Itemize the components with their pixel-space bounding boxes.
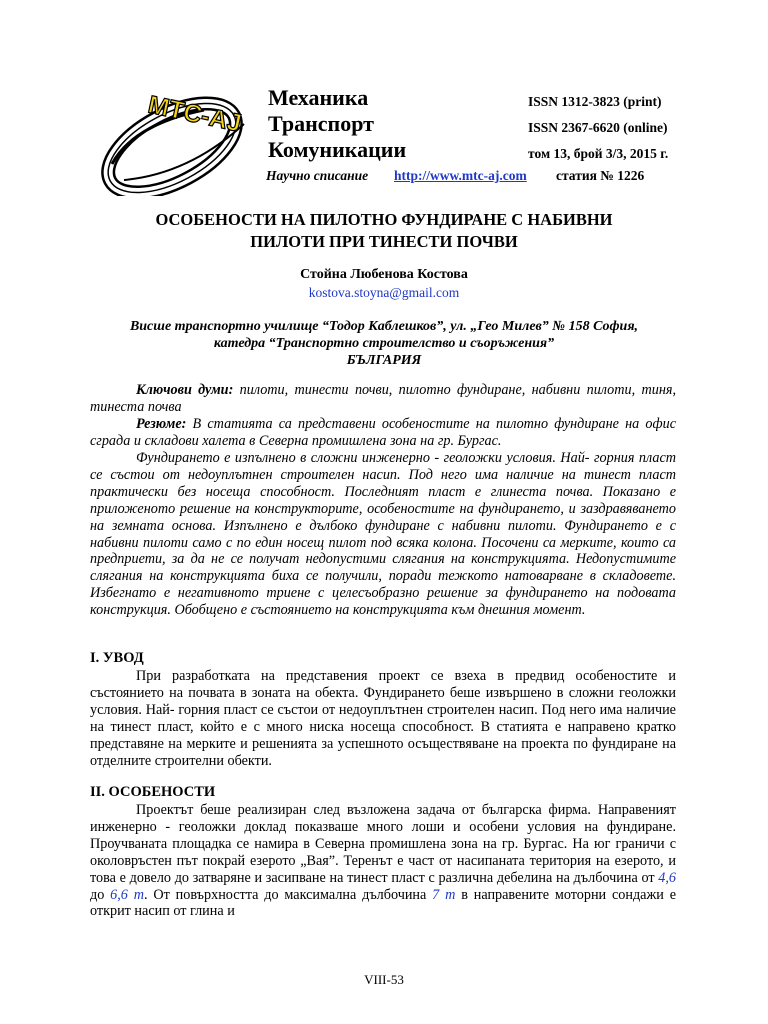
journal-type: Научно списание [266, 168, 369, 183]
keywords-text: пилоти, тинести почви, пилотно фундиране, набивни пилоти, тиня, тинеста почва [90, 382, 676, 415]
abstract-text-2: Фундирането е изпълнено в сложни инженерно - геоложки условия. Най- горния пласт се състои от недоуплътнен строителен насип. Под него има наличие на тинест пласт практически без носеща способност. Последният пласт е глинеста почва. Показано е приложеното решение на конструкторите, особеностите на фундирането, и заздравяването на земната основа. Изпълнено е дълбоко фундиране с набивни пилоти. Фундирането е с набивни пилоти само с по един носещ пилот под всяка колона. Посочени са мерките, които са предприети, за да не се получат недопустими слягания на конструкцията. Недопустимите слягания на конструкцията биха се получили, поради тежкото натоварване в складовете. Избегнато е негативното триене с целесъобразно решение за фундирането на подовата конструкция. Обобщено е състоянието на конструкцията към днешния момент. [90, 450, 676, 619]
abstract-label: Резюме: [136, 416, 187, 432]
section-2-text [90, 802, 676, 920]
depth-max: 7 m [432, 886, 456, 903]
depth-and: до [90, 886, 105, 903]
article-title-line-1: ОСОБЕНОСТИ НА ПИЛОТНО ФУНДИРАНЕ С НАБИВНИ [155, 210, 613, 229]
section-1-text: При разработката на представения проект се взеха в предвид особеностите и състоянието на почвата в зоната на обекта. Фундирането беше извършено в сложни геоложки условия. Най- горния пласт се състои от недоуплътнен строителен насип. Под него има наличие на тинест пласт, който е с много ниска носеща способност. В статията е направено кратко представяне на мерките и решенията за успешното осъществяване на проекта по фундиране на отделните строителни обекти. [90, 668, 676, 769]
issn-online: ISSN 2367-6620 (online) [528, 120, 668, 135]
keywords-label: Ключови думи: [136, 382, 234, 398]
affiliation-line-1: Висше транспортно училище “Тодор Каблешков”, ул. „Гео Милев” № 158 София, [129, 319, 639, 334]
page-number: VIII-53 [364, 972, 404, 987]
journal-url-link[interactable]: http://www.mtc-aj.com [394, 168, 527, 183]
volume-info: том 13, брой 3/3, 2015 г. [528, 146, 669, 161]
author-name: Стойна Любенова Костова [300, 267, 468, 282]
journal-title-3: Комуникации [268, 137, 407, 162]
depth-to: 6,6 m [110, 886, 144, 903]
section-2-heading: II. ОСОБЕНОСТИ [90, 784, 216, 800]
journal-title-2: Транспорт [268, 111, 374, 136]
affiliation-line-2: катедра “Транспортно строителство и съоръжения” [213, 336, 555, 351]
abstract-text-1: В статията са представени особеностите на пилотно фундиране на офис сграда и складови халета в Северна промишлена зона на гр. Бургас. [90, 416, 676, 449]
article-title-line-2: ПИЛОТИ ПРИ ТИНЕСТИ ПОЧВИ [250, 232, 518, 251]
depth-from: 4,6 [658, 869, 676, 886]
section-2-text-b: . От повърхността до максимална дълбочина [143, 886, 427, 903]
article-number: статия № 1226 [556, 168, 645, 183]
affiliation-country: БЪЛГАРИЯ [346, 353, 422, 368]
issn-print: ISSN 1312-3823 (print) [528, 94, 662, 109]
section-2-text-a: Проектът беше реализиран след възложена задача от българска фирма. Направеният инженерно - геоложки доклад показваше много лоши и особени условия на фундиране. Проучваната площадка се намира в Северна промишлена зона на гр. Бургас. На юг граничи с околовръстен път покрай езерото „Вая”. Теренът е част от насипаната територия на езерото, и това е довело до затваряне и засипване на тинест пласт с различна дебелина на дълбочина от [90, 802, 676, 886]
abstract [90, 416, 676, 450]
keywords [90, 382, 676, 416]
logo-text: MTC-AJ [145, 90, 244, 138]
journal-logo [94, 84, 258, 196]
section-1-heading: I. УВОД [90, 650, 144, 666]
journal-title-1: Механика [268, 85, 369, 110]
author-email-link[interactable]: kostova.stoyna@gmail.com [308, 285, 460, 300]
section-2-text-c: в направените моторни сондажи е открит насип от глина и [90, 886, 677, 920]
